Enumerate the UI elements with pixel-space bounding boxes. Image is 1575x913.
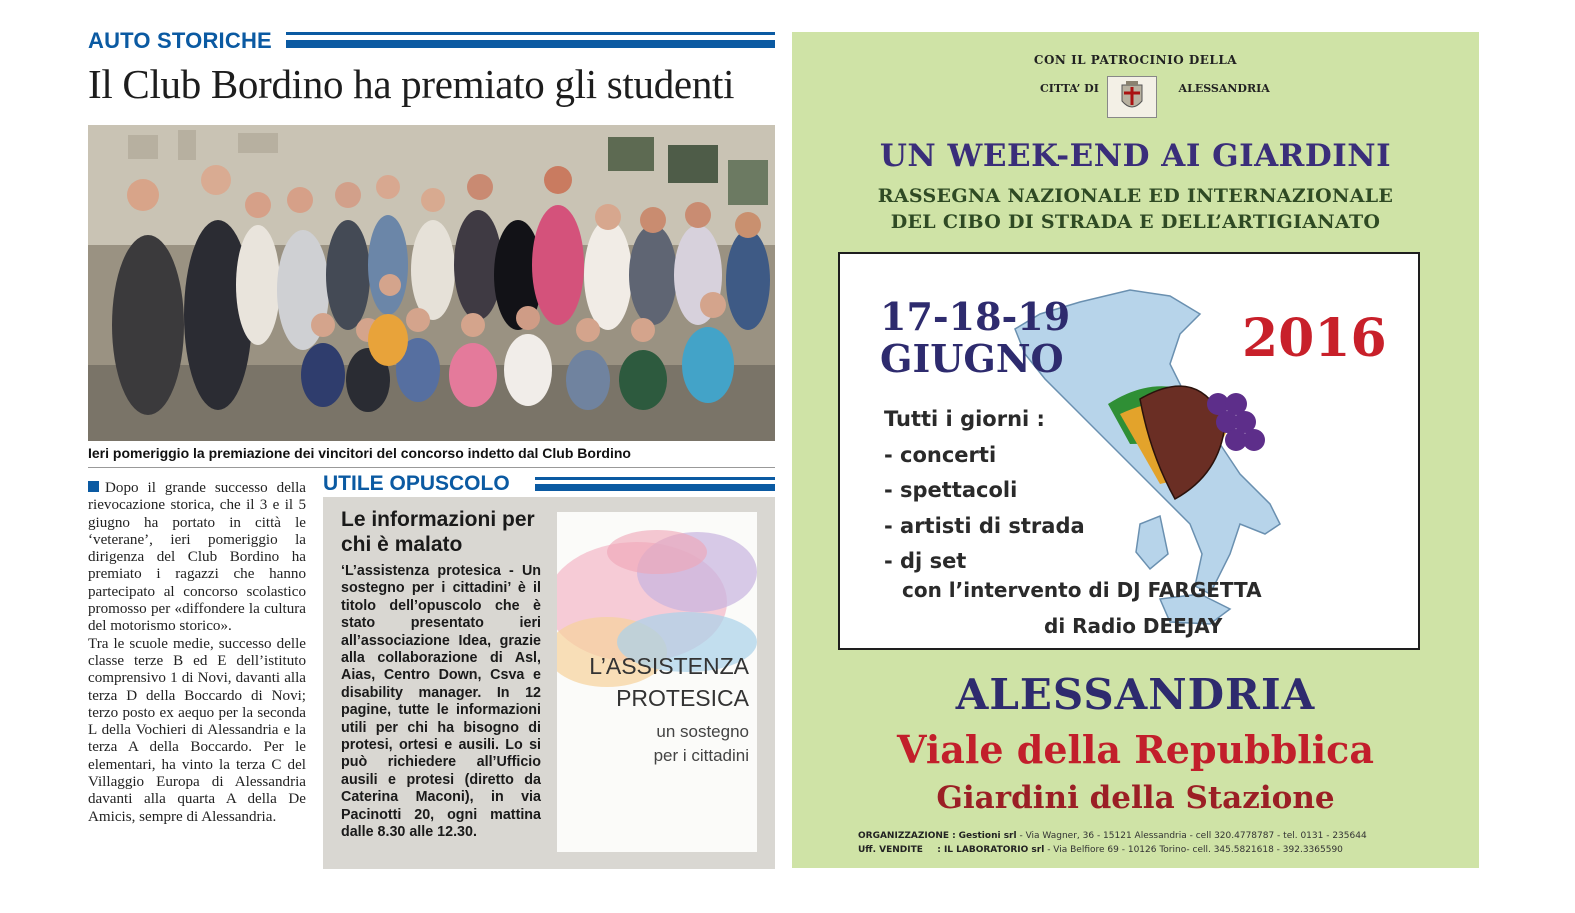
poster-radio: di Radio DEEJAY xyxy=(1044,614,1223,638)
poster-patronage: CON IL PATROCINIO DELLA xyxy=(1033,53,1238,67)
list-header: Tutti i giorni : xyxy=(884,407,1045,431)
sidebar-text: ‘L’assistenza protesica - Un sostegno per i cittadini’ è il titolo dell’opuscolo che è stato presentato ieri all’associazione Idea, grazie alla collaborazione di Asl, Aias, Centro Down, Csva e disability manager. In 12 pagine, tutte le informazioni utili per chi ha bisogno di protesi, ortesi e ausili. Lo si può richiedere all’Ufficio ausili e protesi (diretto da Caterina Maconi), in via Pacinotti 20, ogni mattina dalle 8.30 alle 12.30. xyxy=(341,563,541,841)
kicker-rule xyxy=(286,32,775,48)
poster-title: UN WEEK-END AI GIARDINI xyxy=(879,138,1392,174)
sidebar-kicker: UTILE OPUSCOLO xyxy=(323,472,510,495)
article-body xyxy=(88,480,306,826)
city-crest-icon xyxy=(1107,76,1157,118)
list-item: - artisti di strada xyxy=(884,513,1085,538)
list-item: - dj set xyxy=(884,549,967,573)
organizer-line: ORGANIZZAZIONE : Gestioni srl - Via Wagner, 36 - 15121 Alessandria - cell 320.4778787 - tel. 0131 - 235644 xyxy=(858,831,1367,841)
poster-dates: 17-18-19 GIUGNO xyxy=(880,294,1071,381)
poster-dj-guest: con l’intervento di DJ FARGETTA xyxy=(902,578,1262,602)
booklet-cover xyxy=(557,512,757,852)
poster-subtitle-2: DEL CIBO DI STRADA E DELL’ARTIGIANATO xyxy=(890,211,1381,233)
caption-rule xyxy=(88,467,775,468)
square-bullet-icon xyxy=(88,481,99,492)
booklet-subtitle: un sostegno per i cittadini xyxy=(653,722,749,765)
booklet-title: L’ASSISTENZA PROTESICA xyxy=(589,653,749,711)
article-paragraph-2: Tra le scuole medie, successo delle classe terze B ed E dell’istituto comprensivo 1 di Novi, davanti alla terza D della Boccardo di Novi; terzo posto ex aequo per la seconda L della Vochieri di Alessandria e la terza A della Boccardo. Per le elementari, ha vinto la terza C del Villaggio Europa di Alessandria davanti alla quarta A della De Amicis, sempre di Alessandria. xyxy=(88,635,306,825)
poster-organizers xyxy=(858,829,1367,857)
poster-subtitle-1: RASSEGNA NAZIONALE ED INTERNAZIONALE xyxy=(877,185,1394,207)
list-item: - concerti xyxy=(884,442,997,467)
poster-venue-gardens: Giardini della Stazione xyxy=(936,780,1335,816)
poster-venue-street: Viale della Repubblica xyxy=(897,727,1374,772)
sales-office-line: Uff. VENDITE : IL LABORATORIO srl - Via Belfiore 69 - 10126 Torino- cell. 345.5821618 - 392.3365590 xyxy=(858,845,1343,855)
poster-city-patron: CITTA’ DI ALESSANDRIA xyxy=(1040,82,1270,95)
sidebar-title: Le informazioni per chi è malato xyxy=(341,508,535,556)
article-headline: Il Club Bordino ha premiato gli studenti xyxy=(88,61,735,107)
coat-of-arms-icon xyxy=(1108,77,1156,117)
poster-program-list xyxy=(884,402,1085,580)
section-kicker: AUTO STORICHE xyxy=(88,28,272,53)
group-photo xyxy=(88,125,775,441)
poster-info-panel xyxy=(838,252,1420,650)
poster-year: 2016 xyxy=(1242,308,1387,369)
sidebar-kicker-rule xyxy=(535,477,775,491)
poster-city: ALESSANDRIA xyxy=(955,670,1316,719)
group-photo-illustration xyxy=(88,125,775,441)
list-item: - spettacoli xyxy=(884,478,1018,502)
photo-caption: Ieri pomeriggio la premiazione dei vincitori del concorso indetto dal Club Bordino xyxy=(88,445,631,461)
article-paragraph-1: Dopo il grande successo della rievocazione storica, che il 3 e il 5 giugno ha portato in città le ‘veterane’, ieri pomeriggio la dirigenza del Club Bordino ha premiato i ragazzi che hanno partecipato al concorso scolastico promosso per «diffondere la cultura del motorismo storico». xyxy=(88,480,306,635)
